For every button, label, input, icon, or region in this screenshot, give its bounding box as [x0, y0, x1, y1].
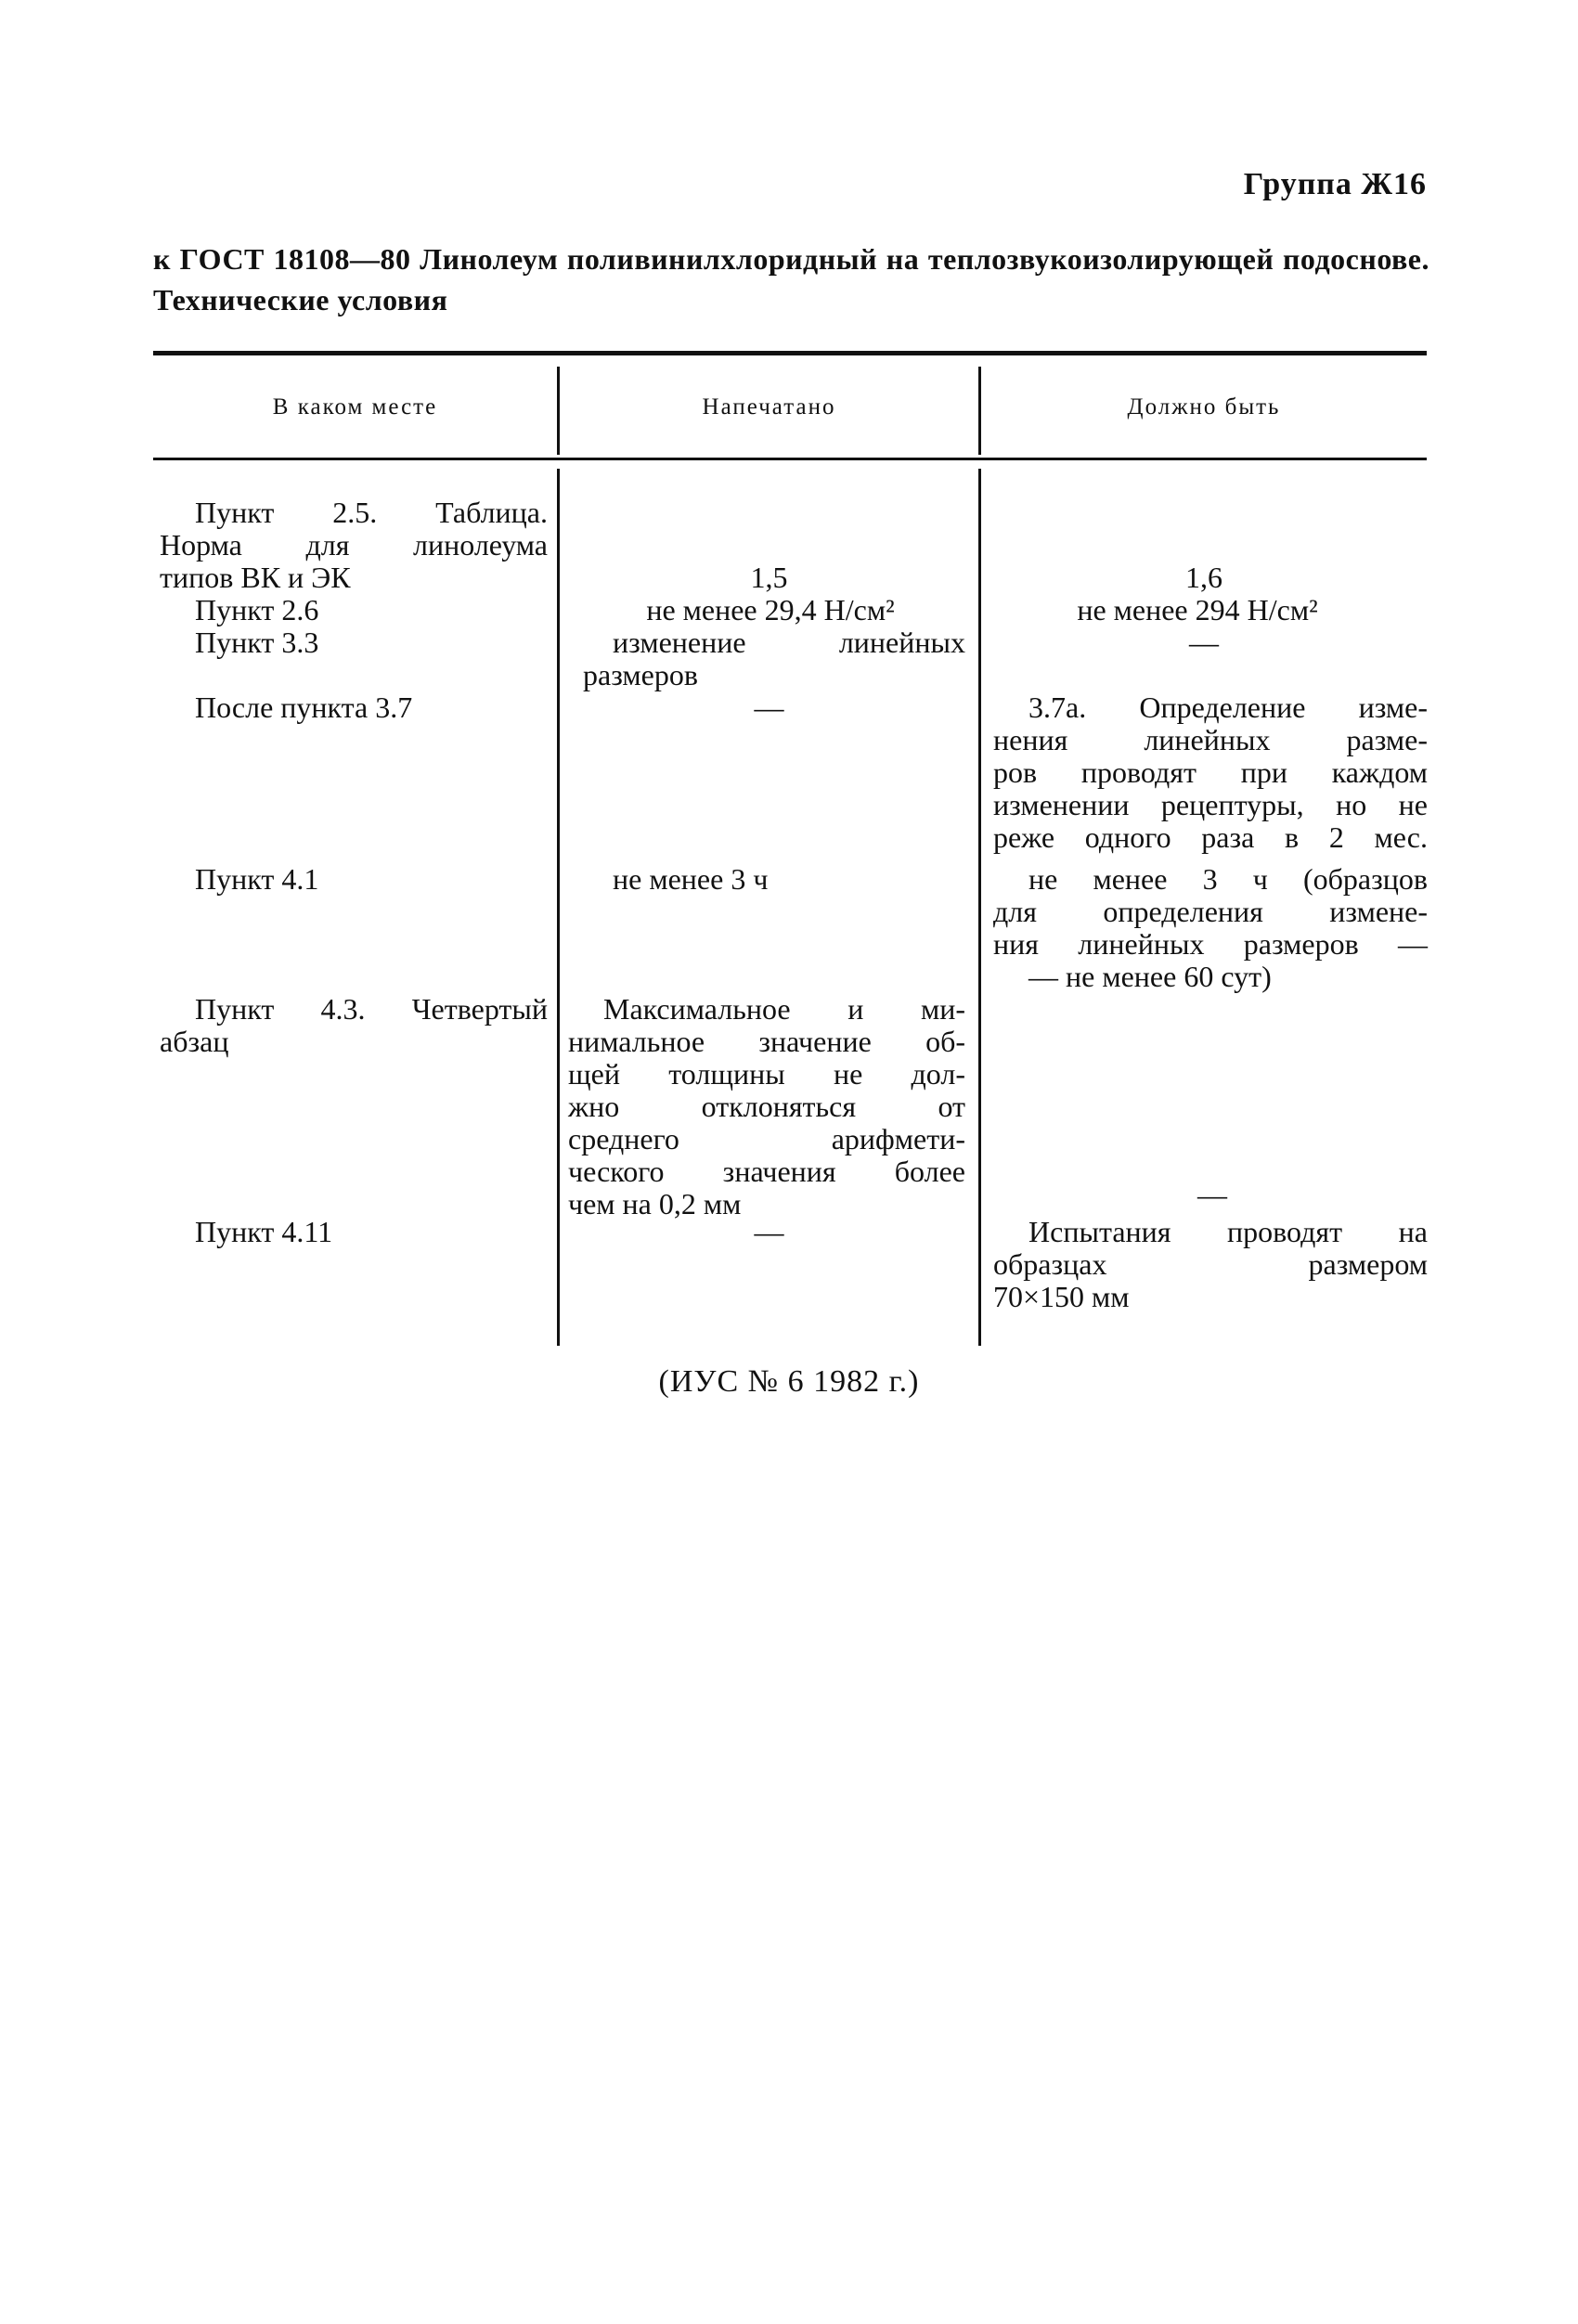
cell-line: нения линейных разме- [993, 723, 1428, 756]
cell-line: Пункт 4.3. Четвертый [195, 992, 548, 1026]
cell-line: жно отклоняться от [568, 1090, 965, 1123]
table-cell-where: Пункт 3.3 [195, 626, 319, 659]
cell-line: изменение линейных [613, 626, 965, 659]
table-cell-printed [568, 993, 965, 1220]
header-where: В каком месте [272, 394, 438, 420]
cell-line: типов ВК и ЭК [160, 561, 351, 594]
cell-line: Норма для линолеума [160, 528, 548, 562]
cell-line: для определения измене- [993, 895, 1428, 928]
footer-reference: (ИУС № 6 1982 г.) [658, 1364, 920, 1399]
table-cell-printed: не менее 3 ч [613, 862, 769, 896]
table-cell-should-be [993, 1216, 1428, 1313]
table-cell-should-be: — [1189, 626, 1219, 659]
document-title: к ГОСТ 18108—80 Линолеум поливинилхлоридный на теплозвукоизолирующей подоснове. Технические условия [153, 242, 1429, 316]
cell-line: Испытания проводят на [1028, 1215, 1428, 1248]
table-cell-where: После пункта 3.7 [195, 691, 413, 724]
column-divider-2-body [978, 469, 981, 1346]
cell-line: — не менее 60 сут) [1028, 960, 1272, 993]
table-cell-where [160, 497, 548, 594]
header-should-be: Должно быть [1127, 394, 1281, 420]
column-divider-1-body [557, 469, 560, 1346]
table-top-rule [153, 351, 1427, 355]
table-cell-printed: — [754, 1215, 784, 1248]
cell-line: ров проводят при каждом [993, 755, 1428, 789]
cell-line: ния линейных размеров — [993, 927, 1428, 961]
table-cell-should-be: 1,6 [1185, 561, 1222, 594]
table-cell-should-be [993, 863, 1428, 993]
table-cell-printed: не менее 29,4 Н/см² [646, 593, 895, 626]
table-cell-should-be: не менее 294 Н/см² [1077, 593, 1318, 626]
cell-line: Пункт 2.5. Таблица. [195, 496, 548, 529]
cell-line: нимальное значение об- [568, 1025, 965, 1058]
cell-line: изменении рецептуры, но не [993, 788, 1428, 821]
cell-line: абзац [160, 1025, 229, 1058]
cell-line: 70×150 мм [993, 1280, 1130, 1313]
cell-line: среднего арифмети- [568, 1122, 965, 1156]
cell-line: ческого значения более [568, 1155, 965, 1188]
cell-line: размеров [583, 658, 698, 691]
table-cell-where [160, 993, 548, 1058]
table-cell-printed: — [754, 691, 784, 724]
table-header-rule [153, 458, 1427, 460]
table-cell-where: Пункт 4.11 [195, 1215, 333, 1248]
cell-line: реже одного раза в 2 мес. [993, 820, 1428, 854]
cell-line: щей толщины не дол- [568, 1057, 965, 1091]
table-cell-printed: 1,5 [750, 561, 788, 594]
cell-line: Максимальное и ми- [603, 992, 965, 1026]
cell-line: образцах размером [993, 1247, 1428, 1281]
table-cell-printed [583, 626, 965, 691]
group-label: Группа Ж16 [1243, 167, 1427, 201]
cell-line: не менее 3 ч (образцов [1028, 862, 1428, 896]
cell-line: чем на 0,2 мм [568, 1187, 742, 1220]
cell-line: 3.7а. Определение изме- [1028, 691, 1428, 724]
header-printed: Напечатано [702, 394, 836, 420]
table-cell-should-be: — [1197, 1178, 1227, 1211]
table-cell-where: Пункт 2.6 [195, 593, 319, 626]
table-cell-should-be [993, 691, 1428, 854]
table-cell-where: Пункт 4.1 [195, 862, 319, 896]
